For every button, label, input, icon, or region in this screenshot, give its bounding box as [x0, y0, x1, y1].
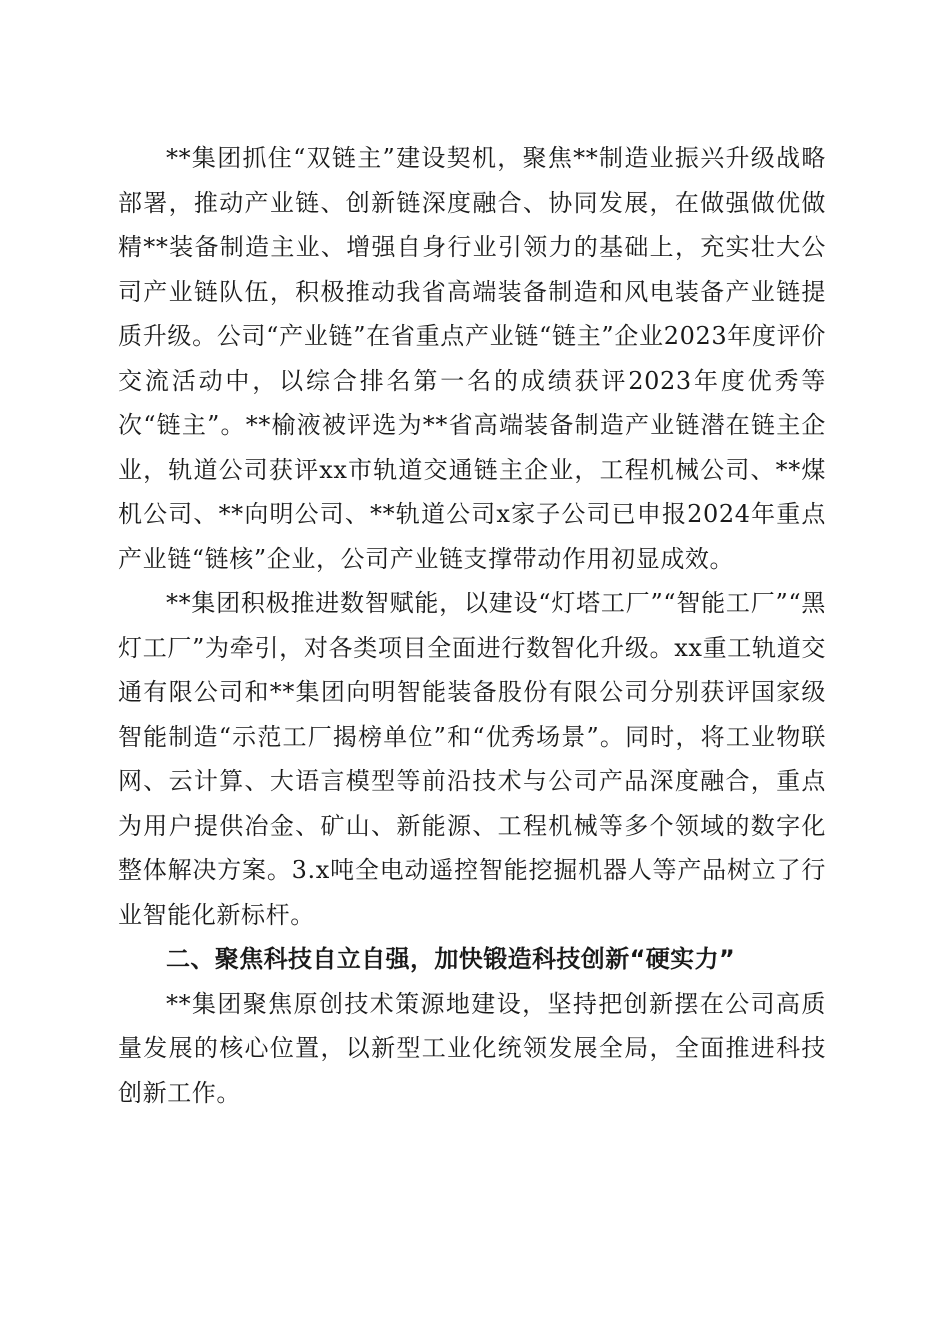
paragraph-original-tech: **集团聚焦原创技术策源地建设，坚持把创新摆在公司高质量发展的核心位置，以新型工业化统领发展全局，全面推进科技创新工作。 [118, 989, 826, 1107]
paragraph-digital-empowerment: **集团积极推进数智赋能，以建设“灯塔工厂”“智能工厂”“黑灯工厂”为牵引，对各类项目全面进行数智化升级。xx重工轨道交通有限公司和**集团向明智能装备股份有限公司分别获评国家级智能制造“示范工厂揭榜单位”和“优秀场景”。同时，将工业物联网、云计算、大语言模型等前沿技术与公司产品深度融合，重点为用户提供冶金、矿山、新能源、工程机械等多个领域的数字化整体解决方案。3.x吨全电动遥控智能挖掘机器人等产品树立了行业智能化新标杆。 [118, 589, 826, 929]
section-heading-tech-innovation: 二、聚焦科技自立自强，加快锻造科技创新“硬实力” [166, 945, 736, 973]
paragraph-industry-chain: **集团抓住“双链主”建设契机，聚焦**制造业振兴升级战略部署，推动产业链、创新链深度融合、协同发展，在做强做优做精**装备制造主业、增强自身行业引领力的基础上，充实壮大公司产业链队伍，积极推动我省高端装备制造和风电装备产业链提质升级。公司“产业链”在省重点产业链“链主”企业2023年度评价交流活动中，以综合排名第一名的成绩获评2023年度优秀等次“链主”。**榆液被评选为**省高端装备制造产业链潜在链主企业，轨道公司获评xx市轨道交通链主企业，工程机械公司、**煤机公司、**向明公司、**轨道公司x家子公司已申报2024年重点产业链“链核”企业，公司产业链支撑带动作用初显成效。 [118, 144, 826, 573]
document-body [118, 136, 826, 1115]
